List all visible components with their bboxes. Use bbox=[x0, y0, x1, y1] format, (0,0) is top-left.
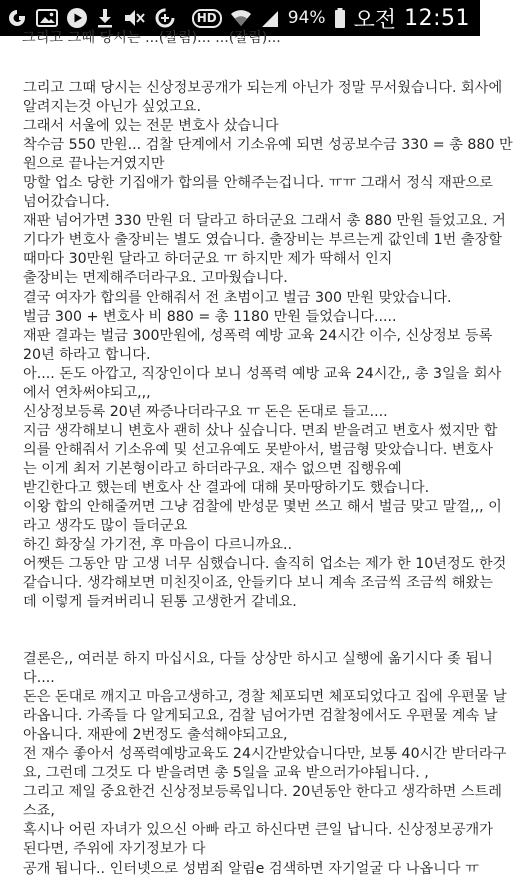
text-line: 벌금 300 + 변호사 비 880 = 총 1180 만원 들었습니다..... bbox=[23, 308, 397, 325]
battery-percent: 94% bbox=[287, 8, 326, 28]
text-line: 아옵니다. 재판에 2번정도 출석해야되고요, bbox=[23, 727, 288, 744]
text-line: 망할 업소 당한 기집애가 합의를 안해주는겁니다. ㅠㅠ 그래서 정식 재판으로 bbox=[23, 175, 493, 192]
text-line: 그리고 제일 중요한건 신상정보등록입니다. 20년동안 한다고 생각하면 스트레 bbox=[23, 784, 502, 801]
text-line: 받긴한다고 했는데 변호사 산 결과에 대해 못마땅하기도 했습니다. bbox=[23, 479, 430, 496]
text-line: 라옵니다. 가족들 다 알게되고요, 검찰 넘어가면 검찰청에서도 우편물 계속 날 bbox=[23, 708, 498, 725]
text-line: 데 이렇게 들켜버리니 된통 고생한거 같네요. bbox=[23, 594, 297, 611]
text-line: 의를 안해줘서 기소유예 및 선고유예도 못받아서, 벌금형 맞았습니다. 변호사 bbox=[23, 441, 493, 458]
text-line: 때마다 30만원 달라고 하더군요 ㅠ 하지만 제가 딱해서 인지 bbox=[23, 251, 393, 268]
text-line: 전 재수 좋아서 성폭력예방교육도 24시간받았습니다만, 보통 40시간 받더라구 bbox=[23, 746, 507, 763]
text-line: 아.... 돈도 아깝고, 직장인이다 보니 성폭력 예방 교육 24시간,, 총 3일을 회사 bbox=[23, 365, 502, 382]
text-line: 20년 하라고 합니다. bbox=[23, 346, 151, 363]
text-line: 재판 넘어가면 330 만원 더 달라고 하더군요 그래서 총 880 만원 들었고요. 거 bbox=[23, 213, 506, 230]
am-pm-label: 오전 bbox=[353, 7, 397, 33]
hd-icon: HD bbox=[192, 9, 222, 28]
text-line: 에서 연차써야되고,,, bbox=[23, 384, 151, 401]
text-line: 기다가 변호사 출장비는 별도 였습니다. 출장비는 부르는게 값인데 1번 출장할 bbox=[23, 232, 502, 249]
text-line: 어쨋든 그동안 맘 고생 너무 심했습니다. 솔직히 업소는 제가 한 10년정도 한것 bbox=[23, 556, 507, 573]
text-line: 지금 생각해보니 변호사 괜히 샀나 싶습니다. 면죄 받을려고 변호사 썼지만 합 bbox=[23, 422, 498, 439]
text-line: 알려지는것 아닌가 싶었고요. bbox=[23, 99, 201, 116]
cut-off-line: 그리고 그때 당시는 ...(잘림)... ...(잘림)... bbox=[22, 30, 281, 46]
text-line: 라고 생각도 많이 들더군요 bbox=[23, 518, 188, 535]
text-line: 혹시나 어린 자녀가 있으신 아빠 라고 하신다면 큰일 납니다. 신상정보공개가 bbox=[23, 822, 493, 839]
text-line: 재판 결과는 벌금 300만원에, 성폭력 예방 교육 24시간 이수, 신상정보 등록 bbox=[23, 327, 493, 344]
paragraph-2 bbox=[23, 650, 507, 879]
text-line: 그래서 서울에 있는 전문 변호사 샀습니다 bbox=[23, 118, 279, 135]
text-line: 착수금 550 만원... 검찰 단계에서 기소유예 되면 성공보수금 330 = 총 880 만 bbox=[23, 137, 513, 154]
text-line: 된다면, 주위에 자기정보가 다 bbox=[23, 841, 206, 858]
text-line: 출장비는 면제해주더라구요. 고마웠습니다. bbox=[23, 270, 288, 287]
text-line: 넘어갔습니다. bbox=[23, 194, 110, 211]
text-line: 다.... bbox=[23, 670, 55, 687]
text-line: 그리고 그때 당시는 신상정보공개가 되는게 아닌가 정말 무서웠습니다. 회사에 bbox=[23, 80, 503, 96]
text-line: 스죠, bbox=[23, 803, 55, 820]
text-line: 원으로 끝나는거였지만 bbox=[23, 156, 165, 173]
text-line: 는 이게 최저 기본형이라고 하더라구요. 재수 없으면 집행유예 bbox=[23, 460, 402, 477]
paragraph-1 bbox=[23, 79, 513, 612]
clock: 12:51 bbox=[404, 5, 470, 31]
text-line: 요, 그런데 그것도 다 받을려면 총 5일을 교육 받으러가야됩니다. , bbox=[23, 765, 429, 782]
text-line: 같습니다. 생각해보면 미친짓이죠, 안들키다 보니 계속 조금씩 조금씩 해왔는 bbox=[23, 575, 493, 592]
text-line: 하긴 화장실 가기전, 후 마음이 다르니까요.. bbox=[23, 537, 293, 554]
document-view[interactable] bbox=[0, 30, 513, 877]
text-line: 돈은 돈대로 깨지고 마음고생하고, 경찰 체포되면 체포되었다고 집에 우편물 날 bbox=[23, 689, 507, 706]
text-line: 결론은,, 여러분 하지 마십시요, 다들 상상만 하시고 실행에 옮기시다 좆 됩니 bbox=[23, 651, 493, 667]
text-line: 공개 됩니다.. 인터넷으로 성범죄 알림e 검색하면 자기얼굴 다 나옵니다 ㅠ bbox=[23, 860, 479, 877]
text-line: 신상정보등록 20년 짜증나더라구요 ㅠ 돈은 돈대로 들고.... bbox=[23, 403, 388, 420]
text-line: 결국 여자가 합의를 안해줘서 전 초범이고 벌금 300 만원 맞았습니다. bbox=[23, 289, 452, 306]
text-line: 이왕 합의 안해줄꺼면 그냥 검찰에 반성문 몇번 쓰고 해서 벌금 맞고 말껄,,, 이 bbox=[23, 499, 502, 516]
